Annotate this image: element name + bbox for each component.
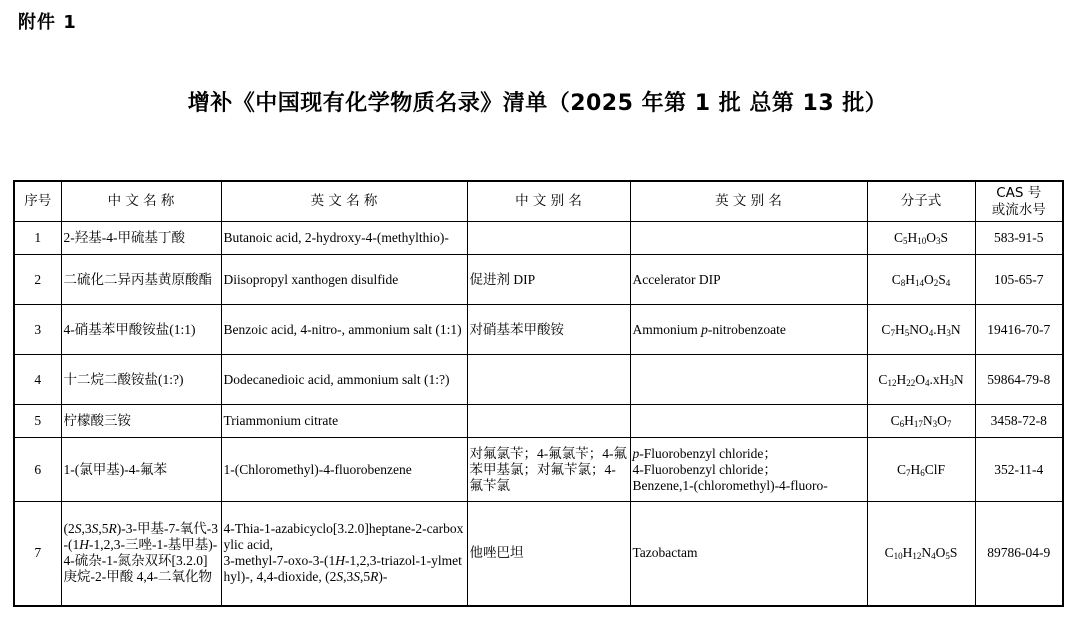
header-formula: 分子式 xyxy=(867,181,975,222)
cell-cn-name: 十二烷二酸铵盐(1:?) xyxy=(61,355,221,405)
cell-cn-name: 2-羟基-4-甲硫基丁酸 xyxy=(61,222,221,255)
cell-en-name: Butanoic acid, 2-hydroxy-4-(methylthio)- xyxy=(221,222,467,255)
cell-formula: $C_7H_6ClF$ xyxy=(867,438,975,502)
cell-formula: $C_6H_{17}N_3O_7$ xyxy=(867,405,975,438)
cell-cn-alias xyxy=(467,355,630,405)
cell-seq: 7 xyxy=(14,502,61,606)
cell-en-name: Dodecanedioic acid, ammonium salt (1:?) xyxy=(221,355,467,405)
en-name-line: 4-Thia-1-azabicyclo[3.2.0]heptane-2-carboxylic acid, xyxy=(223,521,464,553)
cell-en-alias xyxy=(630,405,867,438)
cell-cas: 583-91-5 xyxy=(975,222,1063,255)
cell-seq: 5 xyxy=(14,405,61,438)
cell-cn-name: 4-硝基苯甲酸铵盐(1:1) xyxy=(61,305,221,355)
cell-cn-name: 1-(氯甲基)-4-氟苯 xyxy=(61,438,221,502)
cell-cas: 19416-70-7 xyxy=(975,305,1063,355)
cell-cn-name: 二硫化二异丙基黄原酸酯 xyxy=(61,255,221,305)
cell-en-alias: Accelerator DIP xyxy=(630,255,867,305)
en-alias-line: 4-Fluorobenzyl chloride； xyxy=(632,461,777,477)
cell-seq: 6 xyxy=(14,438,61,502)
cell-seq: 3 xyxy=(14,305,61,355)
table-row xyxy=(14,502,1063,606)
table-row xyxy=(14,305,1063,355)
cell-cn-alias xyxy=(467,405,630,438)
cell-formula: $C_{12}H_{22}O_4.xH_3N$ xyxy=(867,355,975,405)
cell-en-alias xyxy=(630,355,867,405)
header-cas-line1: CAS 号 xyxy=(996,184,1042,201)
cell-cn-alias: 对氟氯苄；4-氟氯苄；4-氟苯甲基氯；对氟苄氯；4-氟苄氯 xyxy=(467,438,630,502)
cell-en-name: Benzoic acid, 4-nitro-, ammonium salt (1:1) xyxy=(221,305,467,355)
cell-seq: 4 xyxy=(14,355,61,405)
table-header-row xyxy=(14,181,1063,222)
en-alias-line: p-Fluorobenzyl chloride； xyxy=(632,445,777,461)
cell-formula: $C_7H_5NO_4.H_3N$ xyxy=(867,305,975,355)
cell-cn-alias: 促进剂 DIP xyxy=(467,255,630,305)
cell-cas: 105-65-7 xyxy=(975,255,1063,305)
table-row xyxy=(14,355,1063,405)
header-cn-alias: 中 文 别 名 xyxy=(467,181,630,222)
header-cas-line2: 或流水号 xyxy=(991,201,1046,218)
cell-en-alias: Ammonium p-nitrobenzoate xyxy=(630,305,867,355)
en-name-line: 3-methyl-7-oxo-3-(1H-1,2,3-triazol-1-ylmethyl)-, 4,4-dioxide, (2S,3S,5R)- xyxy=(223,553,462,585)
header-en-alias: 英 文 别 名 xyxy=(630,181,867,222)
cell-cas: 3458-72-8 xyxy=(975,405,1063,438)
cell-formula: $C_{10}H_{12}N_4O_5S$ xyxy=(867,502,975,606)
cell-cn-alias: 对硝基苯甲酸铵 xyxy=(467,305,630,355)
cell-cn-name: 柠檬酸三铵 xyxy=(61,405,221,438)
cell-en-alias xyxy=(630,438,867,502)
cell-formula: $C_8H_{14}O_2S_4$ xyxy=(867,255,975,305)
header-seq: 序号 xyxy=(14,181,61,222)
cell-en-name: Diisopropyl xanthogen disulfide xyxy=(221,255,467,305)
cell-en-alias: Tazobactam xyxy=(630,502,867,606)
table-row xyxy=(14,222,1063,255)
cell-formula: $C_5H_{10}O_3S$ xyxy=(867,222,975,255)
cell-cas: 352-11-4 xyxy=(975,438,1063,502)
cell-en-name: Triammonium citrate xyxy=(221,405,467,438)
cell-en-alias xyxy=(630,222,867,255)
header-cas xyxy=(975,181,1063,222)
cell-seq: 2 xyxy=(14,255,61,305)
header-en-name: 英 文 名 称 xyxy=(221,181,467,222)
chemical-list-table xyxy=(13,180,1064,607)
cell-cn-name: (2S,3S,5R)-3-甲基-7-氧代-3-(1H-1,2,3-三唑-1-基甲基)-4-硫杂-1-氮杂双环[3.2.0]庚烷-2-甲酸 4,4-二氧化物 xyxy=(61,502,221,606)
table-row xyxy=(14,438,1063,502)
cell-cn-alias: 他唑巴坦 xyxy=(467,502,630,606)
cell-cn-alias xyxy=(467,222,630,255)
cell-en-name xyxy=(221,502,467,606)
header-cn-name: 中 文 名 称 xyxy=(61,181,221,222)
cell-en-name: 1-(Chloromethyl)-4-fluorobenzene xyxy=(221,438,467,502)
document-title: 增补《中国现有化学物质名录》清单（2025 年第 1 批 总第 13 批） xyxy=(187,91,888,116)
cell-cas: 89786-04-9 xyxy=(975,502,1063,606)
table-row xyxy=(14,405,1063,438)
cell-cas: 59864-79-8 xyxy=(975,355,1063,405)
table-row xyxy=(14,255,1063,305)
attachment-label: 附件 1 xyxy=(18,12,77,33)
cell-seq: 1 xyxy=(14,222,61,255)
en-alias-line: Benzene,1-(chloromethyl)-4-fluoro- xyxy=(632,477,828,493)
